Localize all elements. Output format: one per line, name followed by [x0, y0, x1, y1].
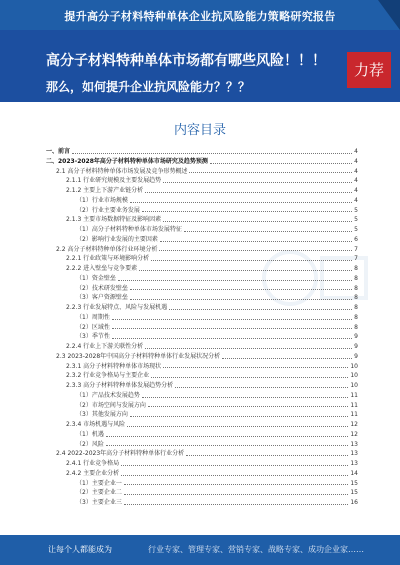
toc-entry-page: 4 — [354, 148, 358, 155]
toc-entry-page: 7 — [354, 255, 358, 263]
toc-entry[interactable] — [46, 245, 358, 255]
toc-entry[interactable] — [46, 215, 358, 225]
toc-entry-page: 10 — [350, 372, 358, 380]
toc-dot-leader — [106, 436, 349, 437]
toc-entry[interactable] — [46, 206, 358, 216]
toc-entry[interactable] — [46, 352, 358, 362]
toc-entry-page: 5 — [354, 206, 358, 214]
toc-entry[interactable] — [46, 186, 358, 196]
toc-entry[interactable] — [46, 391, 358, 401]
toc-entry[interactable] — [46, 420, 358, 430]
toc-entry-page: 4 — [354, 157, 358, 165]
toc-dot-leader — [163, 367, 348, 368]
toc-entry[interactable] — [46, 488, 358, 498]
toc-entry[interactable] — [46, 449, 358, 459]
toc-dot-leader — [145, 192, 352, 193]
toc-entry-text: 2.1.1 行业研究规模及主要发展趋势 — [66, 177, 162, 185]
toc-entry-page: 8 — [354, 323, 358, 331]
toc-entry-page: 13 — [350, 460, 358, 467]
toc-entry-page: 8 — [354, 304, 358, 311]
toc-entry-text: 2.2.3 行业发展特点、风险与发展机遇 — [66, 304, 168, 311]
toc-entry-text: （1）行业市场规模 — [76, 196, 128, 204]
toc-entry-text: 2.4 2022-2023年高分子材料特种单体行业分析 — [56, 450, 185, 458]
toc-entry-text: （1）周期性 — [76, 313, 110, 321]
toc-entry-page: 8 — [354, 294, 358, 302]
table-of-contents — [46, 147, 358, 508]
toc-dot-leader — [112, 328, 352, 329]
toc-entry-page: 7 — [354, 245, 358, 253]
toc-entry-text: （2）行业主要业务发展 — [76, 206, 140, 214]
toc-entry[interactable] — [46, 332, 358, 342]
toc-entry-text: （2）区域性 — [76, 323, 110, 331]
toc-dot-leader — [210, 163, 352, 164]
toc-entry-text: （1）主要企业一 — [76, 479, 122, 487]
hero-subheadline: 那么，如何提升企业抗风险能力？？？ — [46, 80, 251, 94]
toc-dot-leader — [175, 387, 348, 388]
toc-entry-text: 2.2.1 行业政策与环境影响分析 — [66, 255, 150, 263]
toc-dot-leader — [106, 445, 349, 446]
toc-entry[interactable] — [46, 176, 358, 186]
toc-dot-leader — [151, 260, 352, 261]
toc-entry[interactable] — [46, 479, 358, 489]
toc-entry-page: 11 — [350, 411, 358, 419]
toc-entry[interactable] — [46, 323, 358, 333]
toc-entry-page: 11 — [350, 391, 358, 399]
toc-entry-text: 二、2023-2028年高分子材料特种单体市场研究及趋势预测 — [46, 157, 208, 165]
toc-entry-page: 5 — [354, 226, 358, 233]
toc-entry[interactable] — [46, 293, 358, 303]
toc-entry-page: 16 — [350, 499, 358, 506]
toc-entry-page: 4 — [354, 167, 358, 175]
toc-entry-text: （3）主要企业三 — [76, 499, 122, 506]
toc-entry[interactable] — [46, 313, 358, 323]
toc-entry-page: 9 — [354, 333, 358, 341]
toc-entry-page: 5 — [354, 216, 358, 224]
toc-entry[interactable] — [46, 371, 358, 381]
toc-dot-leader — [186, 455, 348, 456]
toc-dot-leader — [139, 270, 352, 271]
toc-entry[interactable] — [46, 410, 358, 420]
toc-entry[interactable] — [46, 254, 358, 264]
toc-entry[interactable] — [46, 235, 358, 245]
toc-entry-text: （1）资金壁垒 — [76, 274, 116, 282]
toc-entry-page: 12 — [350, 430, 358, 438]
toc-entry-page: 4 — [354, 196, 358, 204]
toc-entry[interactable] — [46, 469, 358, 479]
banner-corner — [378, 0, 400, 30]
toc-dot-leader — [124, 484, 349, 485]
toc-dot-leader — [121, 475, 348, 476]
toc-entry-text: （2）影响行业发展的主要因素 — [76, 235, 158, 243]
toc-entry-page: 15 — [350, 479, 358, 487]
toc-entry-page: 9 — [354, 352, 358, 360]
toc-entry[interactable] — [46, 147, 358, 157]
toc-entry-page: 4 — [354, 187, 358, 194]
toc-entry-text: 2.1 高分子材料特种单体市场发展及竞争形势概述 — [56, 167, 188, 175]
toc-entry-page: 6 — [354, 235, 358, 243]
toc-entry-page: 9 — [354, 343, 358, 350]
toc-entry-text: 2.3.3 高分子材料特种单体发展趋势分析 — [66, 382, 174, 389]
toc-entry[interactable] — [46, 196, 358, 206]
toc-dot-leader — [189, 172, 352, 173]
toc-entry-page: 12 — [350, 421, 358, 428]
hero-headline: 高分子材料特种单体市场都有哪些风险！！！ — [46, 53, 326, 69]
toc-title: 内容目录 — [173, 123, 226, 138]
footer-slogan: 让每个人都能成为 — [48, 545, 112, 554]
report-title: 提升高分子材料特种单体企业抗风险能力策略研究报告 — [64, 10, 336, 23]
toc-entry-page: 10 — [350, 382, 358, 389]
toc-entry-page: 10 — [350, 362, 358, 370]
toc-entry[interactable] — [46, 401, 358, 411]
toc-entry-text: （2）主要企业二 — [76, 489, 122, 497]
toc-entry-text: 2.1.3 主要市场数据特征及影响因素 — [66, 216, 162, 224]
toc-dot-leader — [72, 153, 352, 154]
toc-dot-leader — [130, 299, 352, 300]
toc-entry-text: 2.3.2 行业竞争格局与主要企业 — [66, 372, 150, 380]
hero-banner — [0, 30, 400, 102]
toc-entry-text: 2.4.1 行业竞争格局 — [66, 460, 120, 467]
toc-dot-leader — [112, 338, 352, 339]
toc-dot-leader — [124, 504, 349, 505]
toc-entry-text: 2.3.1 高分子材料特种单体市场现状 — [66, 362, 162, 370]
toc-entry-text: 一、前言 — [46, 148, 71, 155]
toc-dot-leader — [130, 289, 352, 290]
toc-dot-leader — [124, 494, 349, 495]
toc-dot-leader — [160, 241, 352, 242]
toc-entry-text: 2.1.2 主要上下游产业链分析 — [66, 187, 144, 194]
toc-entry-text: （3）其他发展方向 — [76, 411, 128, 419]
toc-entry[interactable] — [46, 342, 358, 352]
toc-entry-page: 13 — [350, 440, 358, 448]
toc-dot-leader — [118, 280, 352, 281]
toc-entry[interactable] — [46, 430, 358, 440]
toc-dot-leader — [130, 416, 349, 417]
toc-entry-text: 2.2.2 进入壁垒与竞争要素 — [66, 265, 138, 272]
toc-entry-text: 2.3 2023-2028年中国高分子材料特种单体行业发展状况分析 — [56, 352, 221, 360]
toc-entry-text: 2.2 高分子材料特种单体行业环境分析 — [56, 245, 158, 253]
toc-dot-leader — [184, 231, 352, 232]
toc-entry-page: 8 — [354, 274, 358, 282]
toc-entry-text: 2.4.2 主要企业分析 — [66, 469, 120, 477]
toc-entry-page: 15 — [350, 489, 358, 497]
toc-entry-text: （1）机遇 — [76, 430, 104, 438]
toc-dot-leader — [127, 426, 348, 427]
toc-entry-page: 11 — [350, 401, 358, 409]
toc-dot-leader — [142, 211, 352, 212]
toc-entry[interactable] — [46, 167, 358, 177]
toc-dot-leader — [163, 221, 352, 222]
toc-entry[interactable] — [46, 284, 358, 294]
toc-dot-leader — [148, 406, 349, 407]
toc-entry[interactable] — [46, 274, 358, 284]
footer-roles: 行业专家、管理专家、营销专家、战略专家、成功企业家…… — [148, 545, 364, 554]
toc-dot-leader — [163, 182, 352, 183]
toc-dot-leader — [159, 250, 352, 251]
toc-entry-page: 8 — [354, 284, 358, 292]
toc-entry[interactable] — [46, 225, 358, 235]
toc-entry-text: （1）高分子材料特种单体市场发展特征 — [76, 226, 182, 233]
toc-entry-text: （1）产品技术发展趋势 — [76, 391, 140, 399]
toc-entry-text: （2）市场空间与发展方向 — [76, 401, 146, 409]
toc-entry-page: 14 — [350, 469, 358, 477]
toc-entry-text: 2.3.4 市场机遇与风险 — [66, 421, 126, 428]
toc-entry[interactable] — [46, 362, 358, 372]
toc-entry[interactable] — [46, 498, 358, 508]
toc-entry-page: 4 — [354, 177, 358, 185]
toc-entry-page: 8 — [354, 265, 358, 272]
recommend-badge: 力荐 — [347, 52, 391, 88]
toc-entry-text: （2）风险 — [76, 440, 104, 448]
toc-dot-leader — [121, 465, 348, 466]
toc-entry[interactable] — [46, 381, 358, 391]
toc-entry[interactable] — [46, 459, 358, 469]
toc-entry-page: 13 — [350, 450, 358, 458]
toc-dot-leader — [130, 202, 352, 203]
toc-dot-leader — [169, 309, 352, 310]
toc-entry-text: （3）客户资源壁垒 — [76, 294, 128, 302]
footer-banner — [0, 535, 400, 565]
toc-dot-leader — [222, 358, 352, 359]
toc-entry-text: 2.2.4 行业上下游关联性分析 — [66, 343, 144, 350]
top-banner — [0, 0, 400, 30]
toc-dot-leader — [112, 319, 352, 320]
toc-dot-leader — [145, 348, 352, 349]
toc-entry[interactable] — [46, 303, 358, 313]
toc-dot-leader — [151, 377, 348, 378]
toc-entry[interactable] — [46, 440, 358, 450]
toc-entry-page: 8 — [354, 313, 358, 321]
toc-entry-text: （2）技术研发壁垒 — [76, 284, 128, 292]
toc-dot-leader — [142, 397, 349, 398]
toc-entry-text: （3）季节性 — [76, 333, 110, 341]
toc-entry[interactable] — [46, 264, 358, 274]
toc-entry[interactable] — [46, 157, 358, 167]
